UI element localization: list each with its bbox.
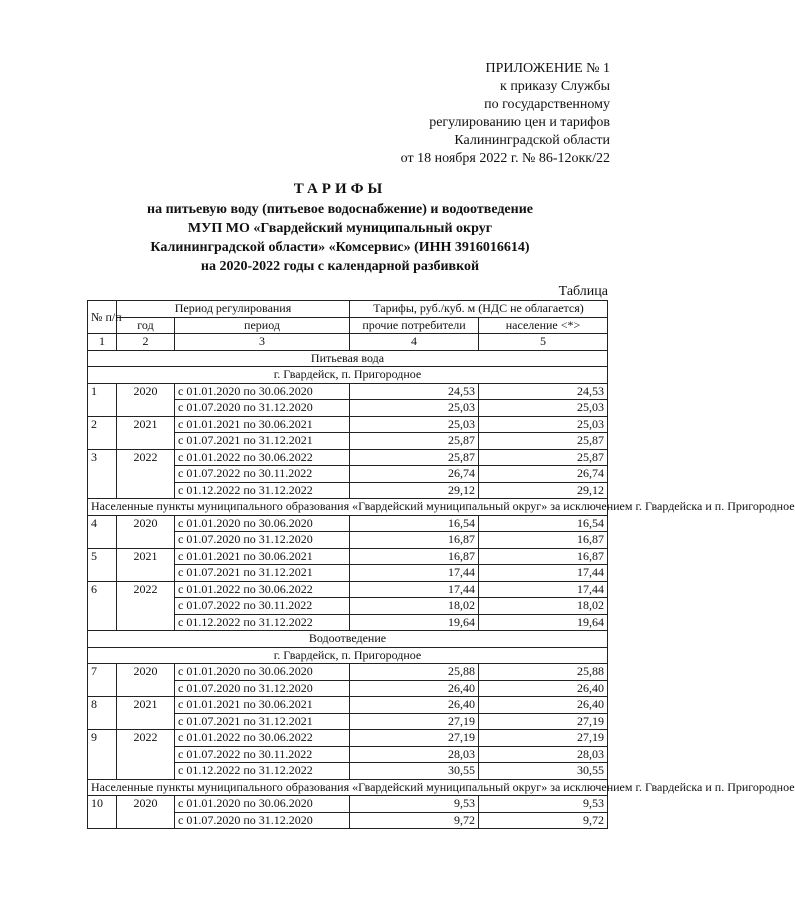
row-period: с 01.07.2020 по 31.12.2020 <box>175 532 350 549</box>
order-service-2: регулированию цен и тарифов <box>429 115 610 130</box>
row-year: 2021 <box>117 548 175 581</box>
tariff-other: 27,19 <box>350 713 479 730</box>
tariff-population: 30,55 <box>479 763 608 780</box>
row-number: 10 <box>88 796 117 829</box>
table-row <box>88 515 608 532</box>
row-period: с 01.01.2021 по 30.06.2021 <box>175 416 350 433</box>
row-period: с 01.07.2020 по 31.12.2020 <box>175 400 350 417</box>
tariff-population: 16,87 <box>479 548 608 565</box>
tariff-population: 27,19 <box>479 730 608 747</box>
tariff-other: 16,54 <box>350 515 479 532</box>
row-number: 2 <box>88 416 117 449</box>
tariff-population: 25,88 <box>479 664 608 681</box>
document-title <box>60 180 620 276</box>
row-number: 5 <box>88 548 117 581</box>
column-number: 1 <box>88 334 117 351</box>
tariff-other: 30,55 <box>350 763 479 780</box>
row-number: 8 <box>88 697 117 730</box>
order-service: по государственному <box>484 97 610 112</box>
tariff-other: 25,87 <box>350 449 479 466</box>
tariff-population: 25,03 <box>479 400 608 417</box>
appendix-number: ПРИЛОЖЕНИЕ № 1 <box>485 61 610 76</box>
tariff-other: 17,44 <box>350 581 479 598</box>
tariff-population: 9,53 <box>479 796 608 813</box>
area-row <box>88 779 608 796</box>
tariff-population: 17,44 <box>479 581 608 598</box>
section-row <box>88 350 608 367</box>
section-title: Водоотведение <box>88 631 608 648</box>
row-period: с 01.07.2022 по 30.11.2022 <box>175 466 350 483</box>
tariff-other: 26,74 <box>350 466 479 483</box>
area-title: г. Гвардейск, п. Пригородное <box>88 647 608 664</box>
header-tariff-group: Тарифы, руб./куб. м (НДС не облагается) <box>350 301 608 318</box>
tariff-other: 17,44 <box>350 565 479 582</box>
title-main: ТАРИФЫ <box>293 181 387 197</box>
header-population: население <*> <box>479 317 608 334</box>
row-year: 2022 <box>117 581 175 631</box>
area-row <box>88 367 608 384</box>
header-year: год <box>117 317 175 334</box>
tariffs-body <box>88 350 795 829</box>
section-title: Питьевая вода <box>88 350 608 367</box>
tariff-other: 18,02 <box>350 598 479 615</box>
order-date: от 18 ноября 2022 г. № 86-12окк/22 <box>400 151 610 166</box>
tariff-other: 24,53 <box>350 383 479 400</box>
table-row <box>88 664 608 681</box>
row-period: с 01.07.2021 по 31.12.2021 <box>175 433 350 450</box>
tariff-other: 25,03 <box>350 400 479 417</box>
tariff-population: 26,74 <box>479 466 608 483</box>
row-number: 4 <box>88 515 117 548</box>
tariff-population: 29,12 <box>479 482 608 499</box>
tariff-other: 28,03 <box>350 746 479 763</box>
row-period: с 01.01.2020 по 30.06.2020 <box>175 664 350 681</box>
table-row <box>88 581 608 598</box>
row-period: с 01.01.2022 по 30.06.2022 <box>175 449 350 466</box>
table-row <box>88 697 608 714</box>
title-line-4: на 2020-2022 годы с календарной разбивкой <box>200 259 480 274</box>
table-row <box>88 383 608 400</box>
tariff-population: 26,40 <box>479 697 608 714</box>
tariff-other: 25,87 <box>350 433 479 450</box>
tariff-population: 19,64 <box>479 614 608 631</box>
tariff-population: 27,19 <box>479 713 608 730</box>
header-period-group: Период регулирования <box>117 301 350 318</box>
tariff-other: 9,53 <box>350 796 479 813</box>
row-period: с 01.01.2021 по 30.06.2021 <box>175 548 350 565</box>
row-year: 2022 <box>117 730 175 780</box>
tariff-population: 16,54 <box>479 515 608 532</box>
area-title: Населенные пункты муниципального образования «Гвардейский муниципальный округ» за исключением г. Гвардейска и п. Пригородное <box>88 499 608 516</box>
section-row <box>88 631 608 648</box>
row-period: с 01.07.2022 по 30.11.2022 <box>175 746 350 763</box>
row-period: с 01.01.2020 по 30.06.2020 <box>175 515 350 532</box>
row-period: с 01.12.2022 по 31.12.2022 <box>175 614 350 631</box>
row-year: 2020 <box>117 796 175 829</box>
row-year: 2021 <box>117 697 175 730</box>
row-year: 2020 <box>117 515 175 548</box>
area-row <box>88 499 608 516</box>
row-period: с 01.01.2020 по 30.06.2020 <box>175 383 350 400</box>
tariff-population: 28,03 <box>479 746 608 763</box>
tariff-other: 16,87 <box>350 548 479 565</box>
tariff-population: 18,02 <box>479 598 608 615</box>
row-period: с 01.01.2022 по 30.06.2022 <box>175 581 350 598</box>
table-row <box>88 449 608 466</box>
row-period: с 01.12.2022 по 31.12.2022 <box>175 482 350 499</box>
table-row <box>88 796 608 813</box>
column-number: 2 <box>117 334 175 351</box>
tariff-other: 16,87 <box>350 532 479 549</box>
appendix-header <box>360 60 610 168</box>
row-period: с 01.12.2022 по 31.12.2022 <box>175 763 350 780</box>
tariff-other: 26,40 <box>350 680 479 697</box>
tariff-population: 16,87 <box>479 532 608 549</box>
table-row <box>88 548 608 565</box>
row-number: 7 <box>88 664 117 697</box>
table-label: Таблица <box>558 284 608 299</box>
tariff-population: 17,44 <box>479 565 608 582</box>
column-numbers-row <box>88 334 608 351</box>
tariff-population: 9,72 <box>479 812 608 829</box>
row-period: с 01.07.2020 по 31.12.2020 <box>175 680 350 697</box>
order-region: Калининградской области <box>454 133 610 148</box>
tariff-other: 27,19 <box>350 730 479 747</box>
row-period: с 01.07.2020 по 31.12.2020 <box>175 812 350 829</box>
row-number: 9 <box>88 730 117 780</box>
row-number: 3 <box>88 449 117 499</box>
header-other-consumers: прочие потребители <box>350 317 479 334</box>
row-period: с 01.07.2021 по 31.12.2021 <box>175 713 350 730</box>
row-number: 6 <box>88 581 117 631</box>
column-number: 5 <box>479 334 608 351</box>
table-row <box>88 416 608 433</box>
row-year: 2020 <box>117 664 175 697</box>
title-line-1: на питьевую воду (питьевое водоснабжение) и водоотведение <box>147 202 533 217</box>
tariff-population: 25,87 <box>479 433 608 450</box>
table-row <box>88 730 608 747</box>
row-period: с 01.01.2022 по 30.06.2022 <box>175 730 350 747</box>
tariff-other: 29,12 <box>350 482 479 499</box>
area-title: Населенные пункты муниципального образования «Гвардейский муниципальный округ» за исключением г. Гвардейска и п. Пригородное <box>88 779 608 796</box>
order-reference: к приказу Службы <box>500 79 610 94</box>
tariff-other: 19,64 <box>350 614 479 631</box>
tariff-population: 25,87 <box>479 449 608 466</box>
tariff-population: 26,40 <box>479 680 608 697</box>
area-title: г. Гвардейск, п. Пригородное <box>88 367 608 384</box>
header-num: № п/п <box>88 301 117 334</box>
area-row <box>88 647 608 664</box>
tariff-other: 25,88 <box>350 664 479 681</box>
tariff-other: 9,72 <box>350 812 479 829</box>
row-period: с 01.01.2021 по 30.06.2021 <box>175 697 350 714</box>
tariffs-table <box>87 300 795 829</box>
tariff-other: 26,40 <box>350 697 479 714</box>
row-number: 1 <box>88 383 117 416</box>
row-year: 2021 <box>117 416 175 449</box>
tariff-population: 24,53 <box>479 383 608 400</box>
row-year: 2022 <box>117 449 175 499</box>
title-line-3: Калининградской области» «Комсервис» (ИНН 3916016614) <box>150 240 530 255</box>
row-year: 2020 <box>117 383 175 416</box>
column-number: 3 <box>175 334 350 351</box>
header-period: период <box>175 317 350 334</box>
row-period: с 01.01.2020 по 30.06.2020 <box>175 796 350 813</box>
tariff-population: 25,03 <box>479 416 608 433</box>
title-line-2: МУП МО «Гвардейский муниципальный округ <box>187 221 493 236</box>
row-period: с 01.07.2021 по 31.12.2021 <box>175 565 350 582</box>
tariff-other: 25,03 <box>350 416 479 433</box>
row-period: с 01.07.2022 по 30.11.2022 <box>175 598 350 615</box>
column-number: 4 <box>350 334 479 351</box>
